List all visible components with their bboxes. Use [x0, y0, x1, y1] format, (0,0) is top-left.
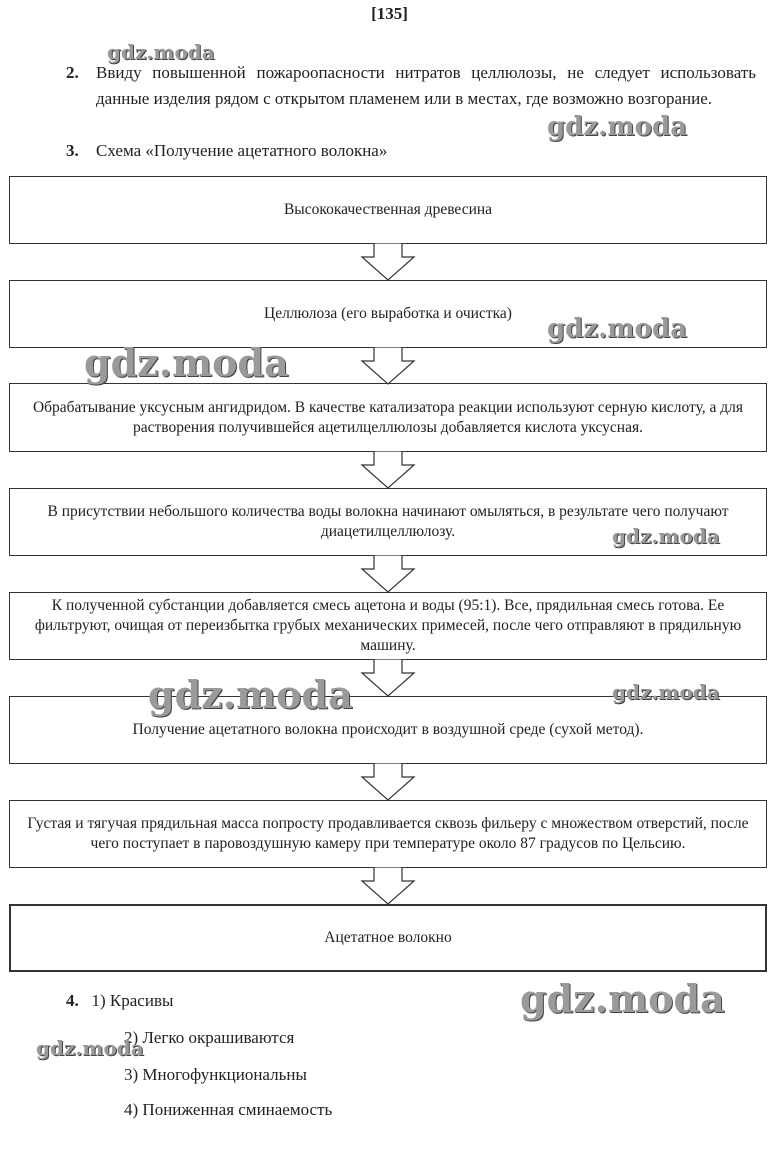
down-arrow-icon [360, 867, 416, 905]
list-item: 1) Красивы [91, 991, 174, 1010]
watermark: gdz.moda [84, 340, 289, 385]
page-number: [135] [371, 4, 408, 23]
down-arrow-icon [360, 347, 416, 385]
item-number: 3. [66, 141, 79, 160]
flow-step-7: Густая и тягучая прядильная масса попросту продавливается сквозь фильеру с множеством отверстий, после чего поступает в паровоздушную камеру при температуре около 87 градусов по Цельсию. [9, 800, 767, 868]
answer-item-2 [66, 60, 756, 112]
flow-step-6: Получение ацетатного волокна происходит в воздушной среде (сухой метод). [9, 696, 767, 764]
flow-step-1: Высококачественная древесина [9, 176, 767, 244]
list-item: 2) Легко окрашиваются [124, 1028, 295, 1047]
watermark: gdz.moda [547, 112, 688, 142]
item-text: Схема «Получение ацетатного волокна» [96, 141, 388, 160]
watermark: gdz.moda [148, 672, 353, 717]
item-text: Ввиду повышенной пожароопасности нитратов целлюлозы, не следует использовать данные изделия рядом с открытом пламенем или в местах, где возможно возгорание. [96, 63, 756, 108]
watermark: gdz.moda [520, 976, 725, 1021]
watermark: gdz.moda [547, 314, 688, 344]
down-arrow-icon [360, 243, 416, 281]
list-item: 4) Пониженная сминаемость [124, 1100, 333, 1119]
flow-step-4: В присутствии небольшого количества воды волокна начинают омыляться, в результате чего получают диацетилцеллюлозу. [9, 488, 767, 556]
item-number: 2. [66, 63, 79, 82]
flow-step-8-result: Ацетатное волокно [9, 904, 767, 972]
watermark: gdz.moda [612, 680, 720, 704]
watermark: gdz.moda [107, 40, 215, 64]
flow-step-5: К полученной субстанции добавляется смесь ацетона и воды (95:1). Все, прядильная смесь готова. Ее фильтруют, очищая от переизбытка грубых механических примесей, после чего отправляют в прядильную машину. [9, 592, 767, 660]
down-arrow-icon [360, 659, 416, 697]
flow-step-3: Обрабатывание уксусным ангидридом. В качестве катализатора реакции используют серную кислоту, а для растворения получившейся ацетилцеллюлозы добавляется кислота уксусная. [9, 383, 767, 452]
down-arrow-icon [360, 763, 416, 801]
down-arrow-icon [360, 451, 416, 489]
down-arrow-icon [360, 555, 416, 593]
watermark: gdz.moda [612, 524, 720, 548]
watermark: gdz.moda [36, 1036, 144, 1060]
flow-step-2: Целлюлоза (его выработка и очистка) [9, 280, 767, 348]
item-number: 4. [66, 991, 79, 1010]
answer-item-4 [66, 989, 173, 1013]
list-item: 3) Многофункциональны [124, 1065, 307, 1084]
